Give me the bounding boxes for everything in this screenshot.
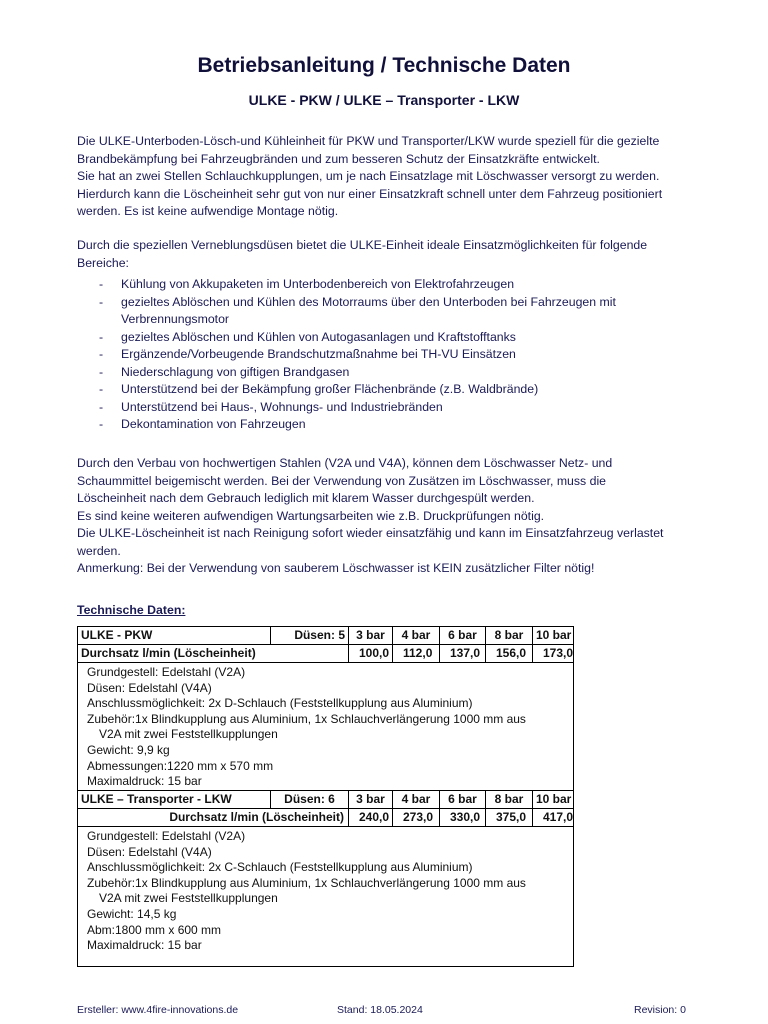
intro-line: werden. Es ist keine aufwendige Montage nötig. <box>77 204 339 218</box>
pressure-header: 4 bar <box>393 627 440 644</box>
list-item: - Ergänzende/Vorbeugende Brandschutzmaßnahme bei TH-VU Einsätzen <box>77 346 697 364</box>
flow-value: 173,0 <box>543 646 573 660</box>
pressure-header: 6 bar <box>440 627 486 644</box>
materials-line: Löscheinheit nach dem Gebrauch lediglich mit klarem Wasser durchgespült werden. <box>77 491 535 505</box>
spec-header-row <box>78 790 573 809</box>
detail-line: Gewicht: 9,9 kg <box>87 742 170 757</box>
usage-intro-line: Durch die speziellen Verneblungsdüsen bietet die ULKE-Einheit ideale Einsatzmöglichkeiten für folgende <box>77 238 648 252</box>
model-name: ULKE - PKW <box>78 627 271 644</box>
detail-line: Zubehör:1x Blindkupplung aus Aluminium, 1x Schlauchverlängerung 1000 mm aus <box>87 711 526 726</box>
materials-line: Durch den Verbau von hochwertigen Stahlen (V2A und V4A), können dem Löschwasser Netz- und <box>77 456 613 470</box>
footer-revision: Revision: 0 <box>634 1004 686 1016</box>
pressure-header: 3 bar <box>349 791 393 808</box>
detail-line: Abmessungen:1220 mm x 570 mm <box>87 758 274 773</box>
materials-paragraph <box>77 455 697 578</box>
document-title: Betriebsanleitung / Technische Daten <box>197 54 571 77</box>
usage-list <box>77 276 697 434</box>
detail-line: Maximaldruck: 15 bar <box>87 938 202 953</box>
detail-line: Anschlussmöglichkeit: 2x C-Schlauch (Feststellkupplung aus Aluminium) <box>87 860 473 875</box>
detail-line: Düsen: Edelstahl (V4A) <box>87 680 212 695</box>
spec-details <box>78 663 573 794</box>
intro-paragraph <box>77 133 697 221</box>
list-item: - Dekontamination von Fahrzeugen <box>77 416 697 434</box>
detail-line: Abm:1800 mm x 600 mm <box>87 922 222 937</box>
materials-line: Schaummittel beigemischt werden. Bei der Verwendung von Zusätzen im Löschwasser, muss die <box>77 473 607 488</box>
detail-line: Zubehör:1x Blindkupplung aus Aluminium, 1x Schlauchverlängerung 1000 mm aus <box>87 875 526 890</box>
flow-label: Durchsatz l/min (Löscheinheit) <box>78 645 349 662</box>
detail-line: V2A mit zwei Feststellkupplungen <box>99 727 278 742</box>
nozzle-count: Düsen: 5 <box>271 627 349 644</box>
list-item: - gezieltes Ablöschen und Kühlen des Motorraums über den Unterboden bei Fahrzeugen mit Verbrennungsmotor <box>77 294 661 329</box>
pressure-header: 10 bar <box>536 628 572 642</box>
materials-line: werden. <box>77 543 121 558</box>
flow-value: 156,0 <box>486 645 533 662</box>
pressure-header: 8 bar <box>486 627 533 644</box>
spec-table-pkw <box>77 626 574 795</box>
technical-data-heading: Technische Daten: <box>77 603 186 617</box>
footer-creator: Ersteller: www.4fire-innovations.de <box>77 1004 239 1016</box>
flow-value: 330,0 <box>440 809 486 826</box>
intro-line: Hierdurch kann die Löscheinheit sehr gut von nur einer Einsatzkraft schnell unter dem Fahrzeug positioniert <box>77 186 663 201</box>
list-item: - Unterstützend bei Haus-, Wohnungs- und Industriebränden <box>77 399 697 417</box>
materials-line: Anmerkung: Bei der Verwendung von sauberem Löschwasser ist KEIN zusätzlicher Filter nötig! <box>77 561 595 575</box>
list-item: - Unterstützend bei der Bekämpfung großer Flächenbrände (z.B. Waldbrände) <box>77 381 697 399</box>
nozzle-count: Düsen: 6 <box>271 791 349 808</box>
pressure-header: 3 bar <box>349 627 393 644</box>
detail-line: Grundgestell: Edelstahl (V2A) <box>87 665 246 679</box>
pressure-header: 10 bar <box>536 792 572 806</box>
flow-value: 375,0 <box>486 809 533 826</box>
pressure-header: 6 bar <box>440 791 486 808</box>
materials-line: Die ULKE-Löscheinheit ist nach Reinigung sofort wieder einsatzfähig und kann im Einsatzfahrzeug verlastet <box>77 526 664 540</box>
spec-flow-row <box>78 809 573 827</box>
usage-intro-line: Bereiche: <box>77 255 129 270</box>
list-item: - Kühlung von Akkupaketen im Unterbodenbereich von Elektrofahrzeugen <box>77 276 697 294</box>
intro-line: Die ULKE-Unterboden-Lösch-und Kühleinheit für PKW und Transporter/LKW wurde speziell für die gezielte <box>77 134 660 148</box>
usage-intro-paragraph <box>77 237 697 272</box>
detail-line: V2A mit zwei Feststellkupplungen <box>99 891 278 906</box>
pressure-header: 8 bar <box>486 791 533 808</box>
intro-line: Brandbekämpfung bei Fahrzeugbränden und zum besseren Schutz der Einsatzkräfte entwickelt. <box>77 151 600 166</box>
pressure-header: 4 bar <box>393 791 440 808</box>
flow-value: 112,0 <box>393 645 440 662</box>
flow-value: 273,0 <box>393 809 440 826</box>
spec-table-lkw <box>77 790 574 967</box>
spec-header-row <box>78 627 573 645</box>
document-subtitle: ULKE - PKW / ULKE – Transporter - LKW <box>248 92 520 108</box>
flow-value: 137,0 <box>440 645 486 662</box>
detail-line: Gewicht: 14,5 kg <box>87 906 177 921</box>
flow-value: 100,0 <box>349 645 393 662</box>
list-item: - Niederschlagung von giftigen Brandgasen <box>77 364 697 382</box>
detail-line: Maximaldruck: 15 bar <box>87 774 202 789</box>
materials-line: Es sind keine weiteren aufwendigen Wartungsarbeiten wie z.B. Druckprüfungen nötig. <box>77 508 545 523</box>
intro-line: Sie hat an zwei Stellen Schlauchkupplungen, um je nach Einsatzlage mit Löschwasser versorgt zu werden. <box>77 169 660 183</box>
model-name: ULKE – Transporter - LKW <box>78 791 271 808</box>
detail-line: Anschlussmöglichkeit: 2x D-Schlauch (Feststellkupplung aus Aluminium) <box>87 696 473 711</box>
footer-date: Stand: 18.05.2024 <box>337 1004 423 1016</box>
spec-details <box>78 827 573 966</box>
detail-line: Grundgestell: Edelstahl (V2A) <box>87 829 246 843</box>
spec-flow-row <box>78 645 573 663</box>
flow-label: Durchsatz l/min (Löscheinheit) <box>78 809 349 826</box>
flow-value: 417,0 <box>543 810 573 824</box>
detail-line: Düsen: Edelstahl (V4A) <box>87 844 212 859</box>
list-item: - gezieltes Ablöschen und Kühlen von Autogasanlagen und Kraftstofftanks <box>77 329 697 347</box>
flow-value: 240,0 <box>349 809 393 826</box>
